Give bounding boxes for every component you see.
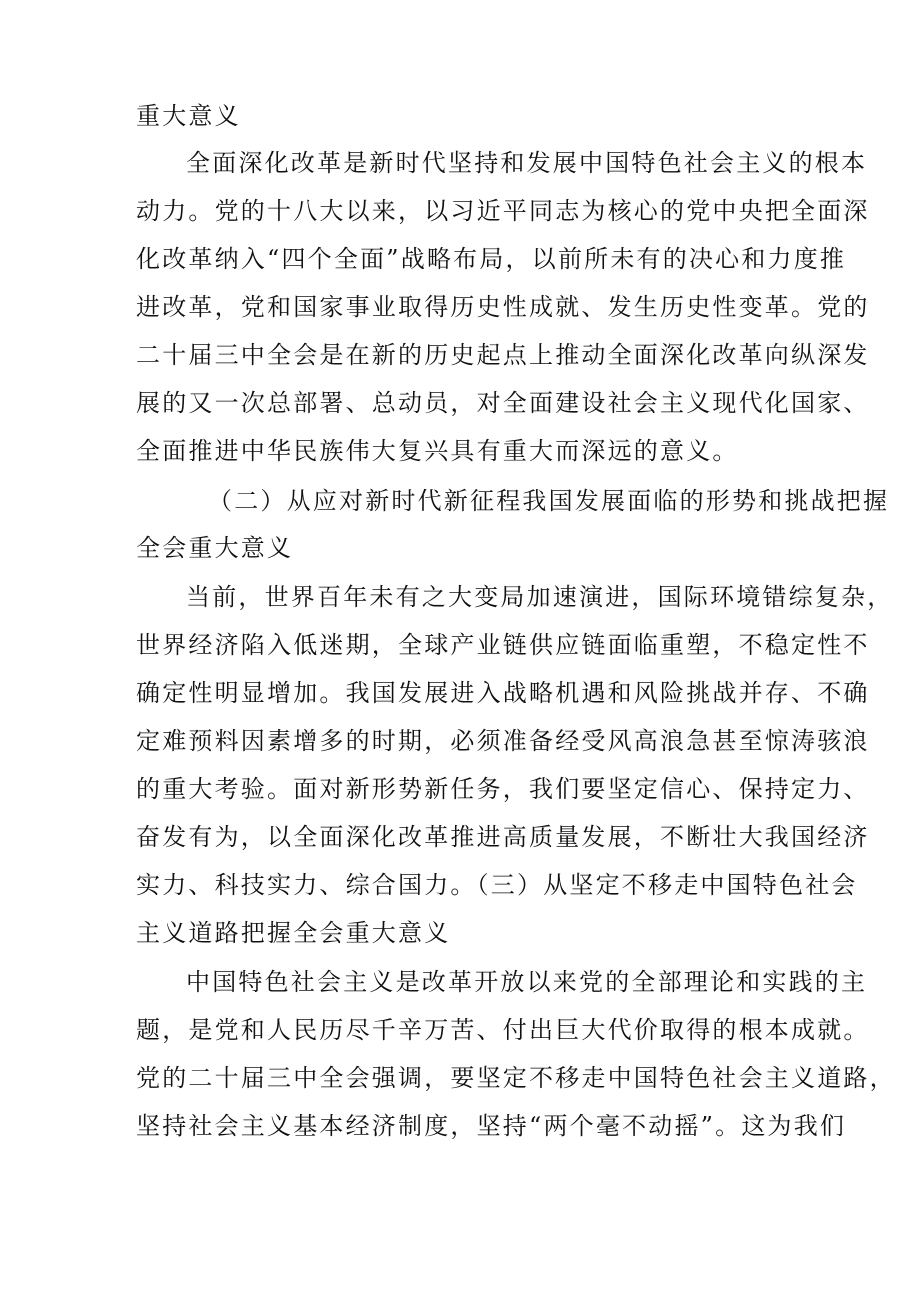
text-line: 题，是党和人民历尽千辛万苦、付出巨大代价取得的根本成就。 <box>136 1016 870 1044</box>
section-heading: 全会重大意义 <box>136 534 294 562</box>
text-line: 重大意义 <box>136 102 241 130</box>
text-line: 主义道路把握全会重大意义 <box>136 919 451 947</box>
text-line: 动力。党的十八大以来，以习近平同志为核心的党中央把全面深 <box>136 197 870 225</box>
section-heading: （二）从应对新时代新征程我国发展面临的形势和挑战把握 <box>208 487 890 515</box>
text-line: 中国特色社会主义是改革开放以来党的全部理论和实践的主 <box>186 968 868 996</box>
text-line: 定难预料因素增多的时期，必须准备经受风高浪急甚至惊涛骇浪 <box>136 727 870 755</box>
text-line: 进改革，党和国家事业取得历史性成就、发生历史性变革。党的 <box>136 293 870 321</box>
text-line: 世界经济陷入低迷期，全球产业链供应链面临重塑，不稳定性不 <box>136 631 870 659</box>
text-line: 实力、科技实力、综合国力。（三）从坚定不移走中国特色社会 <box>136 871 858 899</box>
text-line: 二十届三中全会是在新的历史起点上推动全面深化改革向纵深发 <box>136 341 870 369</box>
text-line: 全面推进中华民族伟大复兴具有重大而深远的意义。 <box>136 437 739 465</box>
text-line: 化改革纳入“四个全面”战略布局，以前所未有的决心和力度推 <box>136 245 847 273</box>
text-line: 的重大考验。面对新形势新任务，我们要坚定信心、保持定力、 <box>136 775 870 803</box>
text-line: 确定性明显增加。我国发展进入战略机遇和风险挑战并存、不确 <box>136 679 870 707</box>
text-line: 当前，世界百年未有之大变局加速演进，国际环境错综复杂， <box>186 583 894 611</box>
text-line: 奋发有为，以全面深化改革推进高质量发展，不断壮大我国经济 <box>136 823 870 851</box>
text-line: 展的又一次总部署、总动员，对全面建设社会主义现代化国家、 <box>136 389 870 417</box>
text-line: 党的二十届三中全会强调，要坚定不移走中国特色社会主义道路， <box>136 1064 896 1092</box>
text-line: 全面深化改革是新时代坚持和发展中国特色社会主义的根本 <box>186 149 868 177</box>
text-line: 坚持社会主义基本经济制度，坚持“两个毫不动摇”。这为我们 <box>136 1112 847 1140</box>
